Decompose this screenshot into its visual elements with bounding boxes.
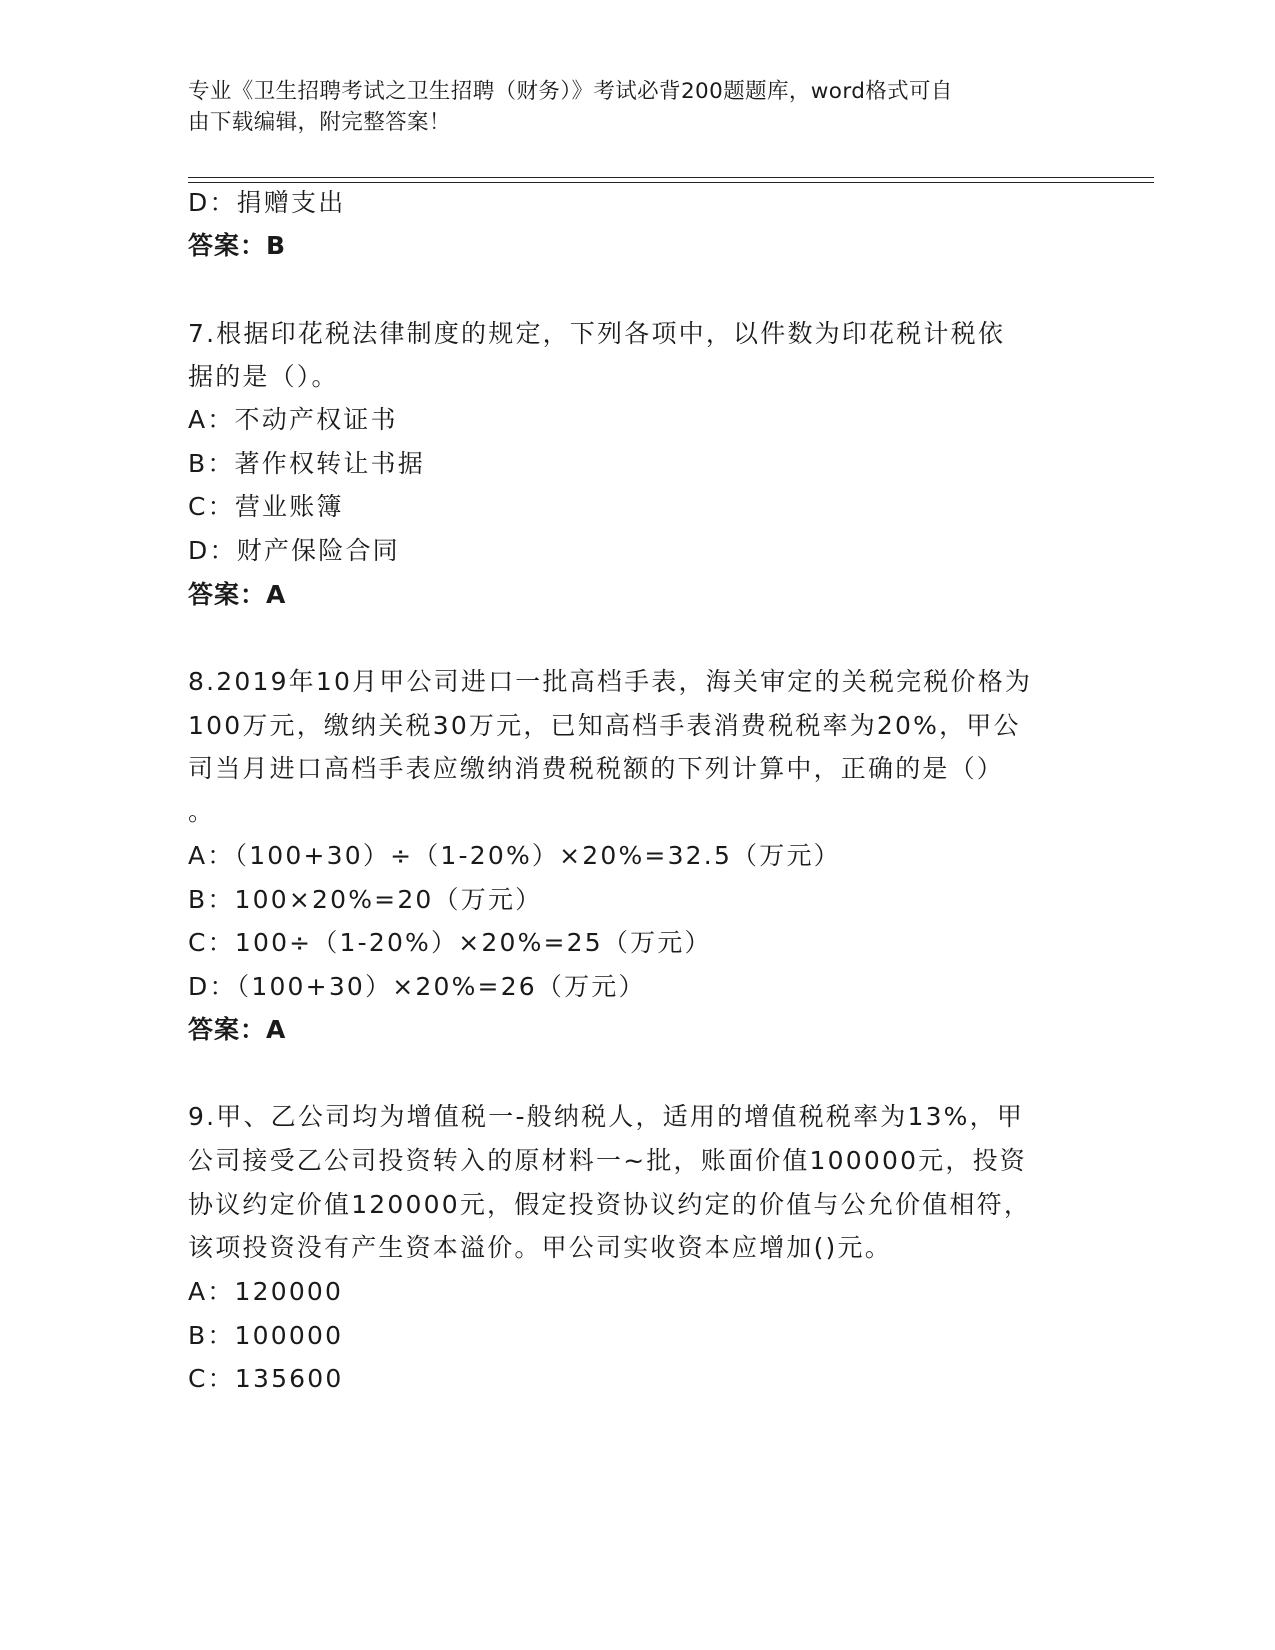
header-rule-bottom <box>188 182 1154 183</box>
q7-stem-line-2: 据的是（）。 <box>188 362 339 391</box>
q9-option-b: B：100000 <box>188 1321 344 1350</box>
q9-option-c: C：135600 <box>188 1364 344 1393</box>
header-line-2: 由下载编辑，附完整答案！ <box>188 110 451 135</box>
q9-stem-line-4: 该项投资没有产生资本溢价。甲公司实收资本应增加()元。 <box>188 1233 892 1262</box>
q8-stem-line-4: 。 <box>188 797 216 826</box>
q9-option-a: A：120000 <box>188 1277 344 1306</box>
page-header <box>188 76 1058 138</box>
q7-stem-line-1: 7.根据印花税法律制度的规定，下列各项中，以件数为印花税计税依 <box>188 319 1006 348</box>
q6-option-d: D：捐赠支出 <box>188 188 346 217</box>
q7-option-a: A：不动产权证书 <box>188 405 398 434</box>
q9-stem-line-3: 协议约定价值120000元，假定投资协议约定的价值与公允价值相符， <box>188 1190 1032 1219</box>
q8-stem-line-3: 司当月进口高档手表应缴纳消费税税额的下列计算中，正确的是（） <box>188 754 1005 783</box>
q6-answer: 答案：B <box>188 231 287 260</box>
q8-option-d: D：（100+30）×20%=26（万元） <box>188 972 646 1001</box>
q8-stem-line-1: 8.2019年10月甲公司进口一批高档手表，海关审定的关税完税价格为 <box>188 667 1033 696</box>
q7-option-d: D：财产保险合同 <box>188 536 400 565</box>
q7-option-b: B：著作权转让书据 <box>188 449 425 478</box>
q8-answer: 答案：A <box>188 1015 287 1044</box>
q8-option-a: A：（100+30）÷（1-20%）×20%=32.5（万元） <box>188 841 841 870</box>
q8-stem-line-2: 100万元，缴纳关税30万元，已知高档手表消费税税率为20%，甲公 <box>188 711 1021 740</box>
q9-stem-line-2: 公司接受乙公司投资转入的原材料一~批，账面价值100000元，投资 <box>188 1146 1027 1175</box>
q7-option-c: C：营业账簿 <box>188 492 344 521</box>
q7-answer: 答案：A <box>188 580 287 609</box>
q9-stem-line-1: 9.甲、乙公司均为增值税一-般纳税人，适用的增值税税率为13%，甲 <box>188 1102 1025 1131</box>
q8-option-c: C：100÷（1-20%）×20%=25（万元） <box>188 928 712 957</box>
q8-option-b: B：100×20%=20（万元） <box>188 885 543 914</box>
header-rule-top <box>188 177 1154 178</box>
header-line-1: 专业《卫生招聘考试之卫生招聘（财务）》考试必背200题题库，word格式可自 <box>188 79 953 104</box>
